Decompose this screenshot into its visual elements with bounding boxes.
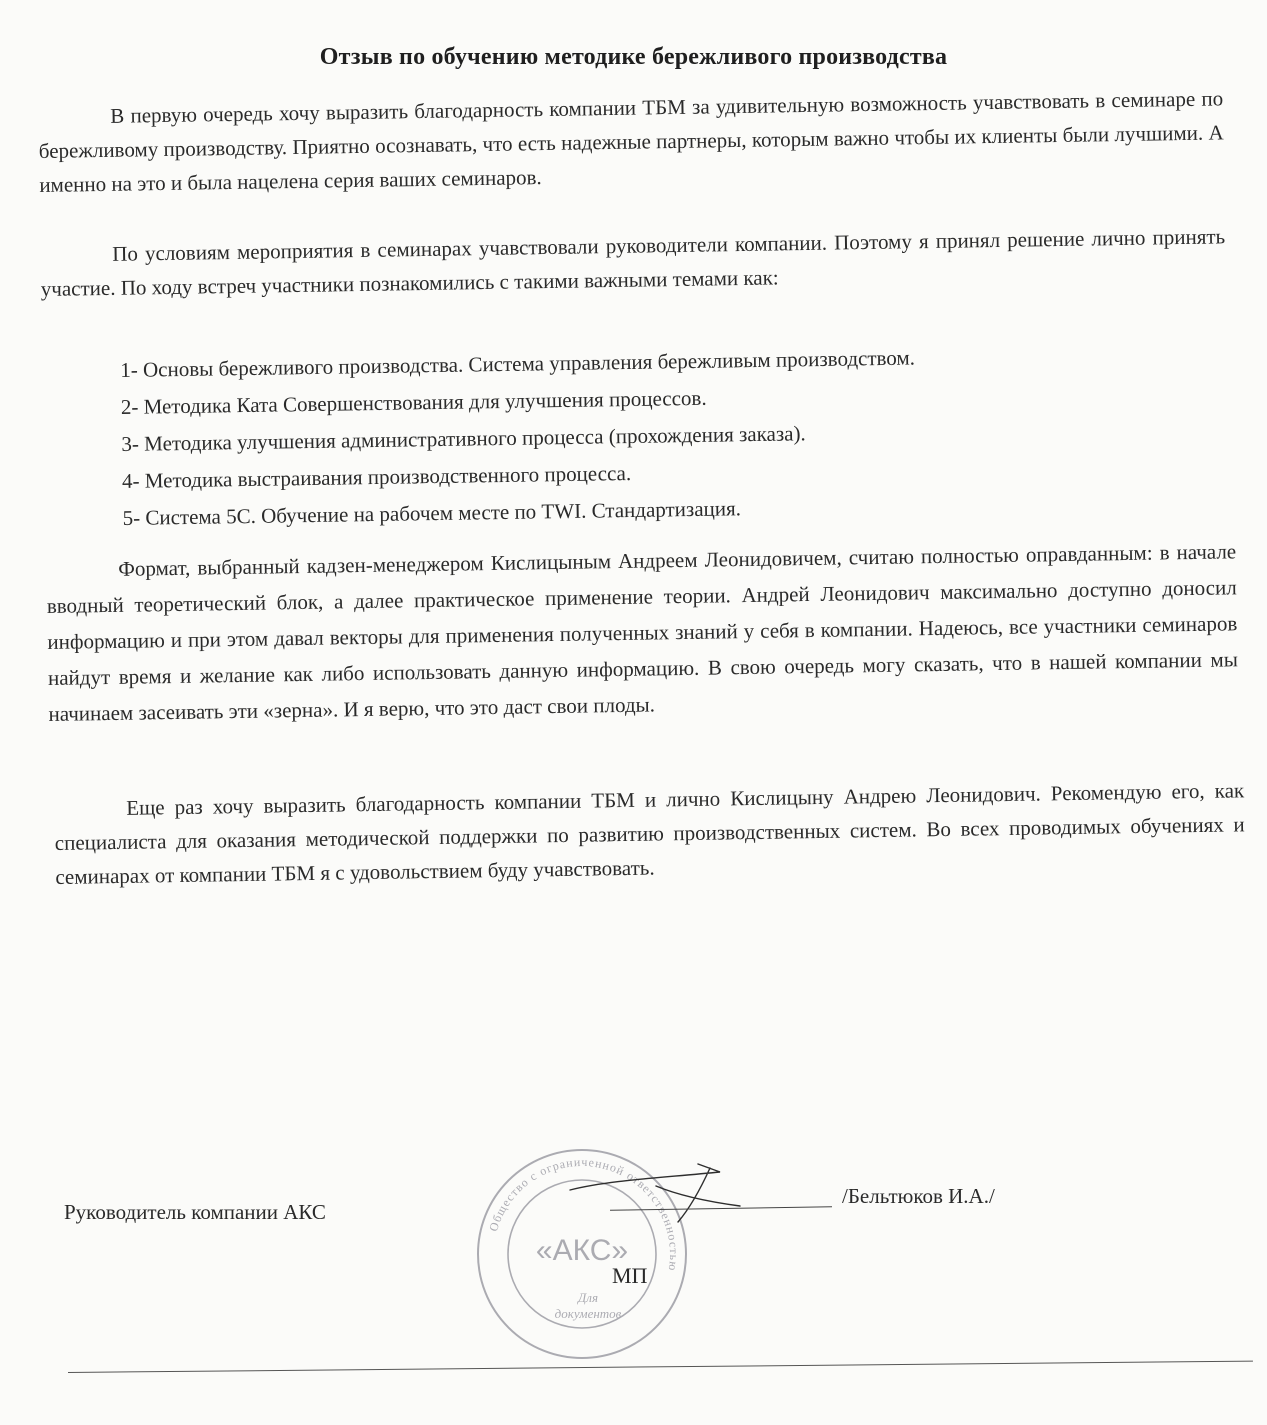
list-item: 4- Методика выстраивания производственного процесса. <box>121 460 632 493</box>
stamp-place-label: МП <box>612 1263 648 1288</box>
list-item: 5- Система 5С. Обучение на рабочем месте по TWI. Стандартизация. <box>122 496 742 530</box>
svg-text:документов: документов <box>554 1306 622 1321</box>
list-item: 3- Методика улучшения административного процесса (прохождения заказа). <box>121 421 806 456</box>
handwritten-signature <box>560 1150 760 1230</box>
signer-title: Руководитель компании АКС <box>64 1200 326 1224</box>
svg-text:«АКС»: «АКС» <box>535 1234 629 1267</box>
paragraph-gratitude: В первую очередь хочу выразить благодарность компании ТБМ за удивительную возможность учавствовать в семинаре по бережливому производству. Приятно осознавать, что есть надежные партнеры, которым важно чтобы их клиенты были лучшими. А именно на это и была нацелена серия ваших семинаров. <box>38 86 1224 197</box>
list-item: 2- Методика Ката Совершенствования для улучшения процессов. <box>120 385 707 419</box>
paragraph-recommendation: Еще раз хочу выразить благодарность компании ТБМ и лично Кислицыну Андрею Леонидович. Рекомендую его, как специалиста для оказания методической поддержки по развитию производственных систем. Во всех проводимых обучениях и семинарах от компании ТБМ я с удовольствием буду учавствовать. <box>54 778 1245 889</box>
svg-text:Для: Для <box>578 1290 598 1305</box>
svg-text:Общество с ограниченной ответс: Общество с ограниченной ответственностью <box>486 1154 682 1273</box>
document-title: Отзыв по обучению методике бережливого производства <box>319 44 948 70</box>
topics-list <box>120 340 918 537</box>
paragraph-participation: По условиям мероприятия в семинарах учавствовали руководители компании. Поэтому я принял решение лично принять участие. По ходу встреч участники познакомились с такими важными темами как: <box>40 224 1226 301</box>
list-item: 1- Основы бережливого производства. Система управления бережливым производством. <box>120 345 916 382</box>
signer-name: /Бельтюков И.А./ <box>842 1184 995 1208</box>
paragraph-format: Формат, выбранный кадзен-менеджером Кислицыным Андреем Леонидовичем, считаю полностью оправданным: в начале вводный теоретический блок, а далее практическое применение теории. Андрей Леонидович максимально доступно доносил информацию и при этом давал векторы для применения полученных знаний у себя в компании. Надеюсь, все участники семинаров найдут время и желание как либо использовать данную информацию. В свою очередь могу сказать, что в нашей компании мы начинаем засеивать эти «зерна». И я верю, что это даст свои плоды. <box>46 539 1239 726</box>
